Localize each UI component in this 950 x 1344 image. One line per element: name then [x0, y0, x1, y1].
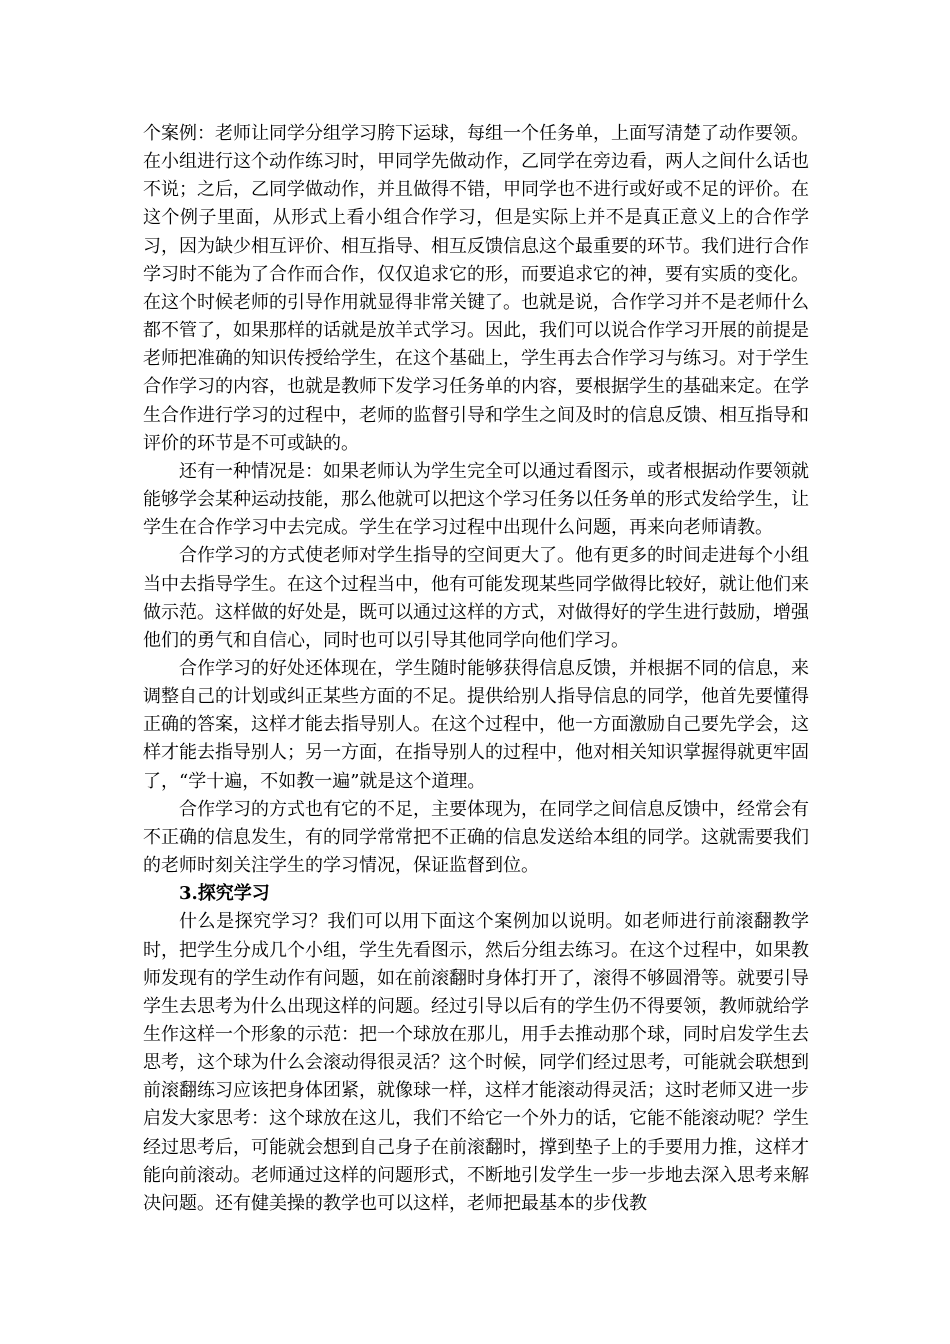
paragraph-shortcomings: 合作学习的方式也有它的不足，主要体现为，在同学之间信息反馈中，经常会有不正确的信息发生，有的同学常常把不正确的信息发送给本组的同学。这就需要我们的老师时刻关注学生的学习情况，保证监督到位。	[143, 798, 809, 877]
document-body	[143, 120, 809, 1218]
section-heading-inquiry-learning: 3.探究学习	[179, 883, 270, 905]
paragraph-benefits: 合作学习的好处还体现在，学生随时能够获得信息反馈，并根据不同的信息，来调整自己的计划或纠正某些方面的不足。提供给别人指导信息的同学，他首先要懂得正确的答案，这样才能去指导别人。在这个过程中，他一方面激励自己要先学会，这样才能去指导别人；另一方面，在指导别人的过程中，他对相关知识掌握得就更牢固了，“学十遍，不如教一遍”就是这个道理。	[143, 657, 809, 792]
paragraph-inquiry-case: 什么是探究学习？我们可以用下面这个案例加以说明。如老师进行前滚翻教学时，把学生分成几个小组，学生先看图示，然后分组去练习。在这个过程中，如果教师发现有的学生动作有问题，如在前滚翻时身体打开了，滚得不够圆滑等。就要引导学生去思考为什么出现这样的问题。经过引导以后有的学生仍不得要领，教师就给学生作这样一个形象的示范：把一个球放在那儿，用手去推动那个球，同时启发学生去思考，这个球为什么会滚动得很灵活？这个时候，同学们经过思考，可能就会联想到前滚翻练习应该把身体团紧，就像球一样，这样才能滚动得灵活；这时老师又进一步启发大家思考：这个球放在这儿，我们不给它一个外力的话，它能不能滚动呢？学生经过思考后，可能就会想到自己身子在前滚翻时，撑到垫子上的手要用力推，这样才能向前滚动。老师通过这样的问题形式，不断地引发学生一步一步地去深入思考来解决问题。还有健美操的教学也可以这样，老师把最基本的步伐教	[143, 911, 809, 1214]
paragraph-cooperative-case: 个案例：老师让同学分组学习胯下运球，每组一个任务单，上面写清楚了动作要领。在小组进行这个动作练习时，甲同学先做动作，乙同学在旁边看，两人之间什么话也不说；之后，乙同学做动作，并且做得不错，甲同学也不进行或好或不足的评价。在这个例子里面，从形式上看小组合作学习，但是实际上并不是真正意义上的合作学习，因为缺少相互评价、相互指导、相互反馈信息这个最重要的环节。我们进行合作学习时不能为了合作而合作，仅仅追求它的形，而要追求它的神，要有实质的变化。在这个时候老师的引导作用就显得非常关键了。也就是说，合作学习并不是老师什么都不管了，如果那样的话就是放羊式学习。因此，我们可以说合作学习开展的前提是老师把准确的知识传授给学生，在这个基础上，学生再去合作学习与练习。对于学生合作学习的内容，也就是教师下发学习任务单的内容，要根据学生的基础来定。在学生合作进行学习的过程中，老师的监督引导和学生之间及时的信息反馈、相互指导和评价的环节是不可或缺的。	[143, 123, 809, 454]
paragraph-guidance-space: 合作学习的方式使老师对学生指导的空间更大了。他有更多的时间走进每个小组当中去指导学生。在这个过程当中，他有可能发现某些同学做得比较好，就让他们来做示范。这样做的好处是，既可以通过这样的方式，对做得好的学生进行鼓励，增强他们的勇气和自信心，同时也可以引导其他同学向他们学习。	[143, 545, 809, 651]
paragraph-another-situation: 还有一种情况是：如果老师认为学生完全可以通过看图示，或者根据动作要领就能够学会某种运动技能，那么他就可以把这个学习任务以任务单的形式发给学生，让学生在合作学习中去完成。学生在学习过程中出现什么问题，再来向老师请教。	[143, 460, 809, 539]
